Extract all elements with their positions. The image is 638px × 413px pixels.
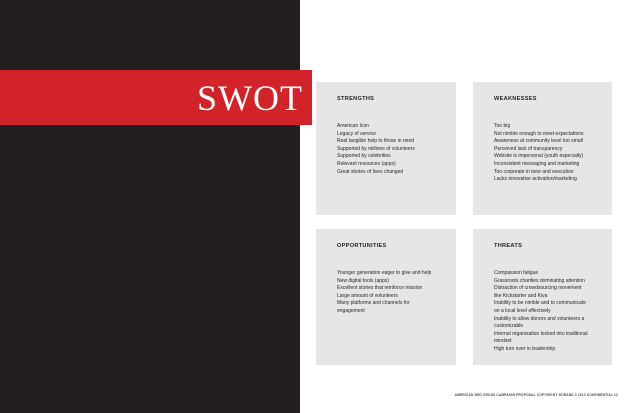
threats-box	[473, 229, 612, 365]
weaknesses-box	[473, 82, 612, 215]
list-item: High turn over in leadership	[494, 345, 556, 352]
list-item: Real tangible help to those in need	[337, 138, 415, 145]
weaknesses-heading: WEAKNESSES	[494, 96, 537, 102]
list-item: Many platforms and channels for	[337, 300, 410, 307]
list-item: engagement	[337, 307, 365, 314]
list-item: Lacks innovative activation/marketing	[494, 176, 577, 183]
list-item: Excellent stories that reinforce mission	[337, 285, 423, 292]
list-item: Inconsistent messaging and marketing	[494, 160, 580, 167]
list-item: Younger generation eager to give and help	[337, 270, 432, 276]
dark-side-panel	[0, 0, 300, 413]
list-item: Legacy of service	[337, 130, 376, 137]
opportunities-heading: OPPORTUNITIES	[337, 243, 387, 249]
list-item: customizable	[494, 323, 524, 330]
list-item: Inability to be nimble and to communicate	[494, 300, 586, 307]
list-item: like Kickstarter and Kiva	[494, 292, 548, 299]
list-item: Internal organization locked into traditional	[494, 330, 588, 337]
list-item: Too big	[494, 123, 511, 129]
opportunities-box	[316, 229, 456, 365]
threats-list	[494, 270, 598, 354]
strengths-list	[337, 123, 442, 176]
list-item: Compassion fatigue	[494, 270, 539, 276]
threats-heading: THREATS	[494, 243, 523, 249]
list-item: mindset	[494, 338, 512, 345]
list-item: New digital tools (apps)	[337, 277, 389, 284]
list-item: Supported by millions of volunteers	[337, 145, 415, 152]
list-item: American Icon	[337, 123, 369, 129]
weaknesses-list	[494, 123, 598, 184]
list-item: Relevant resources (apps)	[337, 160, 396, 167]
page-title: SWOT	[197, 78, 303, 118]
list-item: Perceived lack of transparency	[494, 145, 563, 152]
strengths-box	[316, 82, 456, 215]
list-item: Awareness at community level too small	[494, 138, 583, 145]
opportunities-list	[337, 270, 442, 316]
list-item: Website is impersonal (youth especially)	[494, 153, 584, 160]
strengths-heading: STRENGTHS	[337, 96, 375, 102]
list-item: Inability to allow donors and volunteers a	[494, 315, 585, 322]
list-item: Great stories of lives changed	[337, 168, 404, 175]
list-item: Distraction of crowdsourcing movement	[494, 285, 582, 292]
list-item: on a local level effectively	[494, 307, 551, 314]
list-item: Grassroots charities dominating attention	[494, 277, 585, 284]
list-item: Not nimble enough to meet expectations	[494, 130, 584, 137]
list-item: Too corporate in tone and execution	[494, 168, 574, 175]
page-footer: AMERICAN RED CROSS CAMPAIGN PROPOSAL COPYRIGHT NORAND 0 2013 CONFIDENTIAL 12	[454, 393, 618, 397]
list-item: Supported by celebrities	[337, 153, 391, 160]
list-item: Large amount of volunteers	[337, 292, 398, 299]
